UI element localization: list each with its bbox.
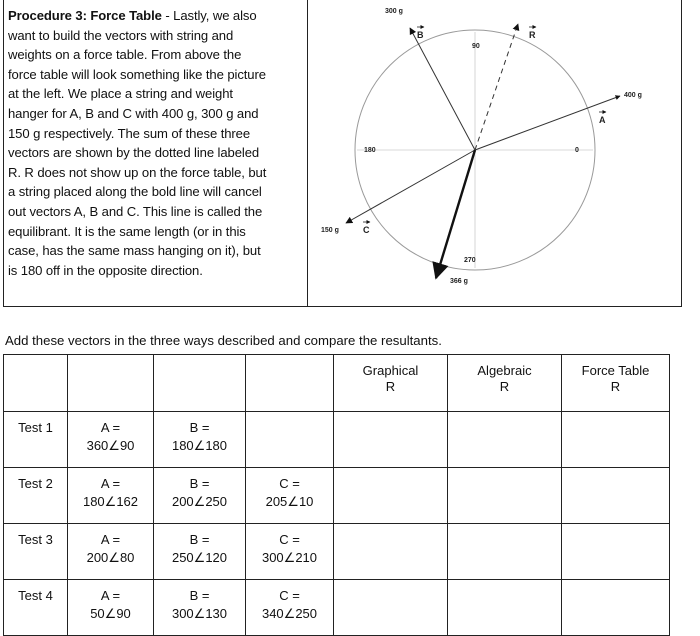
table-row [4,524,670,580]
vector-c-cell: C = 205∠10 [246,468,334,524]
test-label: Test 2 [4,468,68,524]
procedure-line: is 180 off in the opposite direction. [8,262,203,278]
table-row [4,468,670,524]
graphical-result-cell[interactable] [334,468,448,524]
vector-c-cell: C = 340∠250 [246,580,334,636]
procedure-title: Procedure 3: Force Table [8,8,162,23]
vector-label-a [599,112,606,125]
angle-label-180: 180 [364,147,376,154]
svg-text:B: B [417,30,424,40]
force-table-result-cell[interactable] [562,468,670,524]
procedure-line: equilibrant. It is the same length (or in this [8,223,246,239]
svg-text:C: C [363,225,370,235]
graphical-result-cell[interactable] [334,412,448,468]
vector-c-cell [246,412,334,468]
force-table-result-cell[interactable] [562,580,670,636]
vector-label-r [529,27,536,40]
angle-label-90: 90 [472,43,480,50]
angle-label-270: 270 [464,257,476,264]
header-graphical: Graphical R [334,355,448,412]
procedure-line: R. R does not show up on the force table, but [8,164,267,180]
table-row [4,580,670,636]
procedure-text [8,6,308,280]
procedure-line: a string placed along the bold line will cancel [8,184,262,200]
vector-a-cell: A = 360∠90 [68,412,154,468]
vector-c-cell: C = 300∠210 [246,524,334,580]
algebraic-result-cell[interactable] [448,524,562,580]
vector-a-cell: A = 50∠90 [68,580,154,636]
table-header-row [4,355,670,412]
procedure-line: want to build the vectors with string and [8,27,234,43]
empty-header-cell [154,355,246,412]
mass-label-a: 400 g [624,92,642,99]
procedure-line: case, has the same mass hanging on it), but [8,243,261,259]
header-algebraic: Algebraic R [448,355,562,412]
procedure-line: - Lastly, we also [161,8,257,23]
graphical-result-cell[interactable] [334,524,448,580]
mass-label-b: 300 g [385,8,403,15]
mass-label-equilibrant: 366 g [450,278,468,285]
force-table-diagram [308,0,680,300]
vector-a-cell: A = 180∠162 [68,468,154,524]
algebraic-result-cell[interactable] [448,468,562,524]
vector-b-cell: B = 200∠250 [154,468,246,524]
test-label: Test 4 [4,580,68,636]
vector-label-b [417,27,424,40]
svg-text:R: R [529,30,536,40]
algebraic-result-cell[interactable] [448,580,562,636]
vector-a-cell: A = 200∠80 [68,524,154,580]
procedure-line: force table will look something like the picture [8,66,266,82]
vector-b-cell: B = 250∠120 [154,524,246,580]
angle-label-0: 0 [575,147,579,154]
procedure-line: vectors are shown by the dotted line labeled [8,145,260,161]
instructions-text: Add these vectors in the three ways described and compare the resultants. [5,333,442,348]
svg-text:A: A [599,115,606,125]
mass-label-c: 150 g [321,227,339,234]
empty-header-cell [246,355,334,412]
results-table [3,354,670,636]
header-force-table: Force Table R [562,355,670,412]
resultant-r-line [475,24,518,150]
procedure-line: out vectors A, B and C. This line is called the [8,203,263,219]
algebraic-result-cell[interactable] [448,412,562,468]
empty-header-cell [68,355,154,412]
procedure-line: at the left. We place a string and weight [8,86,233,102]
test-label: Test 1 [4,412,68,468]
procedure-line: weights on a force table. From above the [8,47,242,63]
graphical-result-cell[interactable] [334,580,448,636]
force-table-result-cell[interactable] [562,524,670,580]
test-label: Test 3 [4,524,68,580]
vector-b-cell: B = 180∠180 [154,412,246,468]
vector-b-line [410,28,475,150]
procedure-line: 150 g respectively. The sum of these three [8,125,251,141]
procedure-line: hanger for A, B and C with 400 g, 300 g and [8,105,259,121]
vector-label-c [363,222,370,235]
vector-b-cell: B = 300∠130 [154,580,246,636]
empty-header-cell [4,355,68,412]
table-row [4,412,670,468]
force-table-result-cell[interactable] [562,412,670,468]
